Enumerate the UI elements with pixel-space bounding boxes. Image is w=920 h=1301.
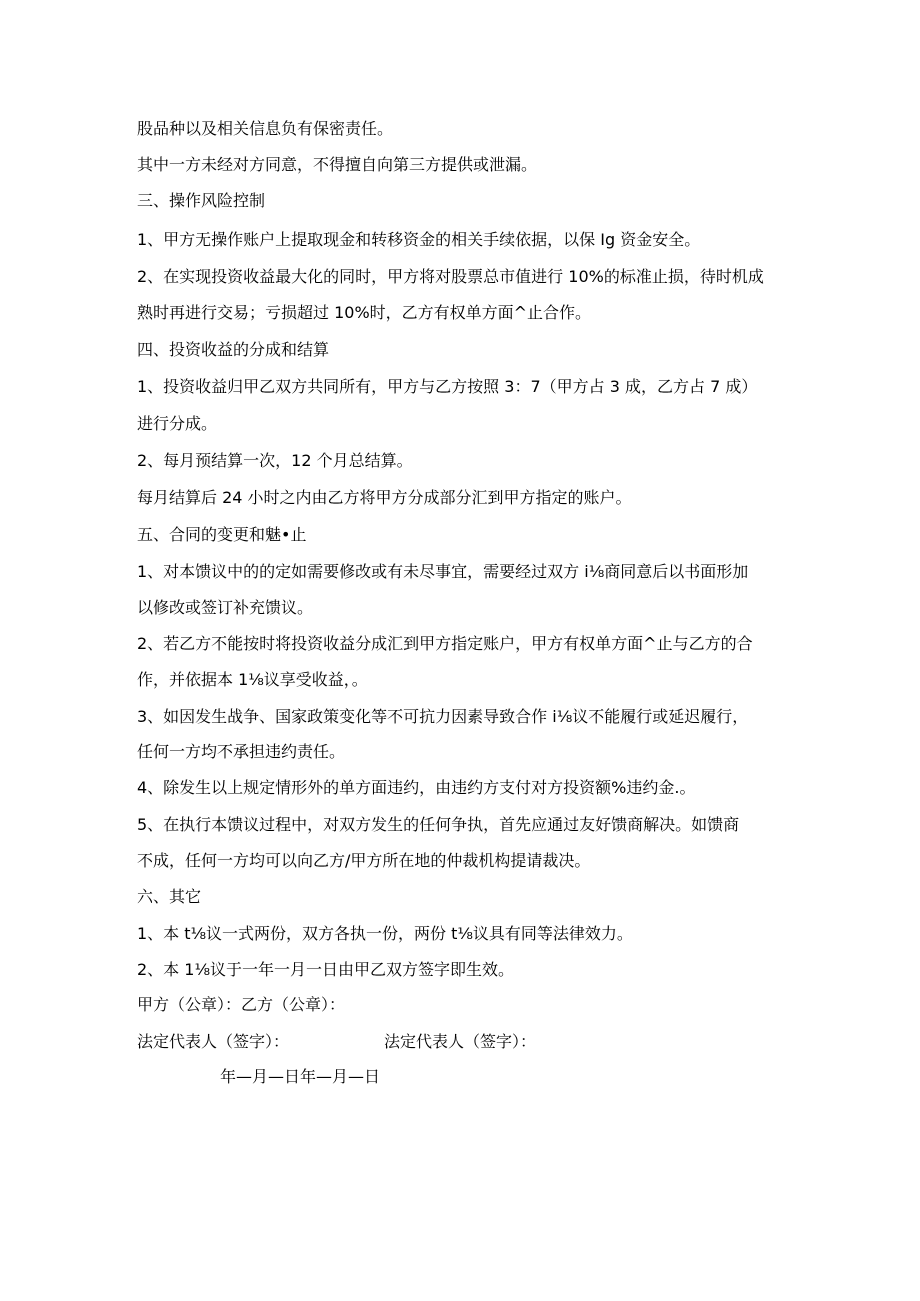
text-line: 2、每月预结算一次，12 个月总结算。: [137, 451, 413, 470]
text-line: 1、甲方无操作账户上提取现金和转移资金的相关手续依据，以保 Ig 资金安全。: [137, 230, 701, 249]
section-heading: 六、其它: [137, 887, 202, 906]
section-heading: 四、投资收益的分成和结算: [137, 340, 330, 359]
text-line: 以修改或签订补充馈议。: [137, 598, 314, 617]
text-line: 1、本 t⅛议一式两份，双方各执一份，两份 t⅛议具有同等法律效力。: [137, 924, 633, 943]
section-heading: 三、操作风险控制: [137, 191, 266, 210]
text-line: 任何一方均不承担违约责任。: [137, 742, 346, 761]
text-line: 5、在执行本馈议过程中，对双方发生的任何争执，首先应通过友好馈商解决。如馈商: [137, 815, 740, 834]
date-line: 年—月—日年—月—日: [220, 1067, 381, 1086]
text-line: 2、若乙方不能按时将投资收益分成汇到甲方指定账户，甲方有权单方面^止与乙方的合: [137, 634, 753, 653]
text-line: 熟时再进行交易；亏损超过 10%时，乙方有权单方面^止合作。: [137, 303, 592, 322]
text-line: 其中一方未经对方同意，不得擅自向第三方提供或泄漏。: [137, 155, 538, 174]
section-heading: 五、合同的变更和魅•止: [137, 525, 307, 544]
text-line: 2、在实现投资收益最大化的同时，甲方将对股票总市值进行 10%的标准止损，待时机成: [137, 267, 764, 286]
text-line: 1、投资收益归甲乙双方共同所有，甲方与乙方按照 3：7（甲方占 3 成，乙方占 7 成）: [137, 377, 758, 396]
signature-right: 法定代表人（签字）：: [384, 1032, 537, 1051]
text-line: 1、对本馈议中的的定如需要修改或有未尽事宜，需要经过双方 i⅛商同意后以书面形加: [137, 562, 749, 581]
signature-left: 法定代表人（签字）：: [137, 1032, 290, 1051]
text-line: 作，并依据本 1⅛议享受收益，。: [137, 670, 368, 689]
text-line: 4、除发生以上规定情形外的单方面违约，由违约方支付对方投资额%违约金.。: [137, 778, 696, 797]
text-line: 股品种以及相关信息负有保密责任。: [137, 119, 394, 138]
text-line: 2、本 1⅛议于一年一月一日由甲乙双方签字即生效。: [137, 960, 514, 979]
text-line: 每月结算后 24 小时之内由乙方将甲方分成部分汇到甲方指定的账户。: [137, 488, 632, 507]
text-line: 不成，任何一方均可以向乙方/甲方所在地的仲裁机构提请裁决。: [137, 851, 591, 870]
text-line: 进行分成。: [137, 414, 218, 433]
text-line: 3、如因发生战争、国家政策变化等不可抗力因素导致合作 i⅛议不能履行或延迟履行，: [137, 707, 749, 726]
party-seal-line: 甲方（公章）：乙方（公章）：: [137, 995, 346, 1014]
